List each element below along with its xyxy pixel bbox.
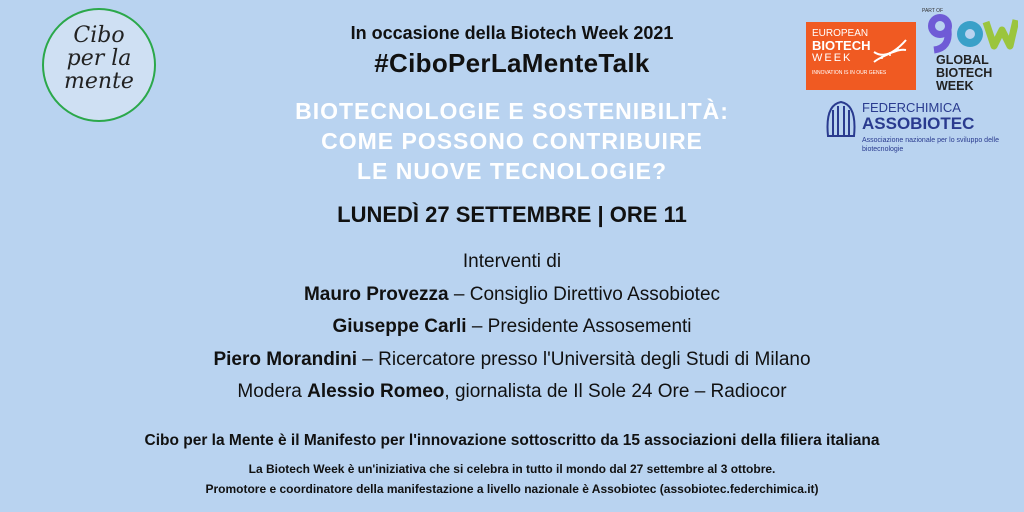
headline: [150, 96, 874, 186]
speaker-name: Giuseppe Carli: [332, 316, 467, 337]
logo-line-3: mente: [64, 69, 134, 94]
gbw-line-1: GLOBAL: [936, 53, 989, 67]
moderator-row: [0, 376, 1024, 409]
gbw-mark-icon: [920, 10, 1018, 54]
hashtag-title: #CiboPerLaMenteTalk: [374, 48, 650, 78]
ebw-line-1: EUROPEAN: [812, 28, 869, 39]
occasion-text: In occasione della Biotech Week 2021: [350, 23, 674, 43]
gbw-part-of: PART OF: [922, 8, 944, 14]
speakers-list: [0, 246, 1024, 409]
logo-line-2: per la: [66, 46, 132, 71]
footer-line-1: La Biotech Week è un'iniziativa che si celebra in tutto il mondo dal 27 settembre al 3 ottobre.: [248, 462, 776, 476]
ebw-line-3: WEEK: [812, 52, 853, 64]
federchimica-assobiotec-logo: [822, 100, 1012, 160]
speaker-role: – Ricercatore presso l'Università degli Studi di Milano: [357, 348, 811, 370]
logo-line-1: Cibo: [73, 23, 125, 48]
federchimica-name: FEDERCHIMICA: [862, 100, 961, 115]
global-biotech-week-logo: [920, 6, 1020, 96]
shell-icon: [824, 100, 858, 140]
assobiotec-subtitle: Associazione nazionale per lo sviluppo delle biotecnologie: [862, 137, 999, 153]
ebw-tagline: INNOVATION IS IN OUR GENES: [812, 70, 887, 76]
gbw-line-3: WEEK: [936, 79, 974, 93]
moderator-role: , giornalista de Il Sole 24 Ore – Radiocor: [444, 381, 787, 402]
speaker-name: Piero Morandini: [213, 348, 358, 370]
headline-line-3: LE NUOVE TECNOLOGIE?: [356, 158, 668, 184]
speaker-role: – Consiglio Direttivo Assobiotec: [448, 283, 721, 305]
footer-line-2: Promotore e coordinatore della manifestazione a livello nazionale è Assobiotec (assobiotec.federchimica.it): [205, 482, 819, 496]
moderator-name: Alessio Romeo: [307, 381, 445, 402]
assobiotec-name: ASSOBIOTEC: [862, 114, 975, 133]
gbw-line-2: BIOTECH: [936, 66, 993, 80]
speaker-row: [0, 311, 1024, 344]
dna-icon: [870, 32, 910, 72]
ebw-line-2: BIOTECH: [812, 38, 871, 53]
moderator-prefix: Modera: [237, 381, 308, 402]
speaker-role: – Presidente Assosementi: [466, 316, 692, 337]
speaker-row: [0, 344, 1024, 377]
european-biotech-week-logo: [806, 22, 916, 90]
headline-line-2: COME POSSONO CONTRIBUIRE: [321, 128, 703, 154]
speakers-intro: Interventi di: [462, 251, 562, 272]
manifesto-text: Cibo per la Mente è il Manifesto per l'innovazione sottoscritto da 15 associazioni della filiera italiana: [144, 432, 880, 449]
event-date: LUNEDÌ 27 SETTEMBRE | ORE 11: [337, 202, 687, 227]
headline-line-1: BIOTECNOLOGIE E SOSTENIBILITÀ:: [295, 98, 729, 124]
speaker-row: [0, 279, 1024, 312]
speaker-name: Mauro Provezza: [303, 283, 449, 305]
